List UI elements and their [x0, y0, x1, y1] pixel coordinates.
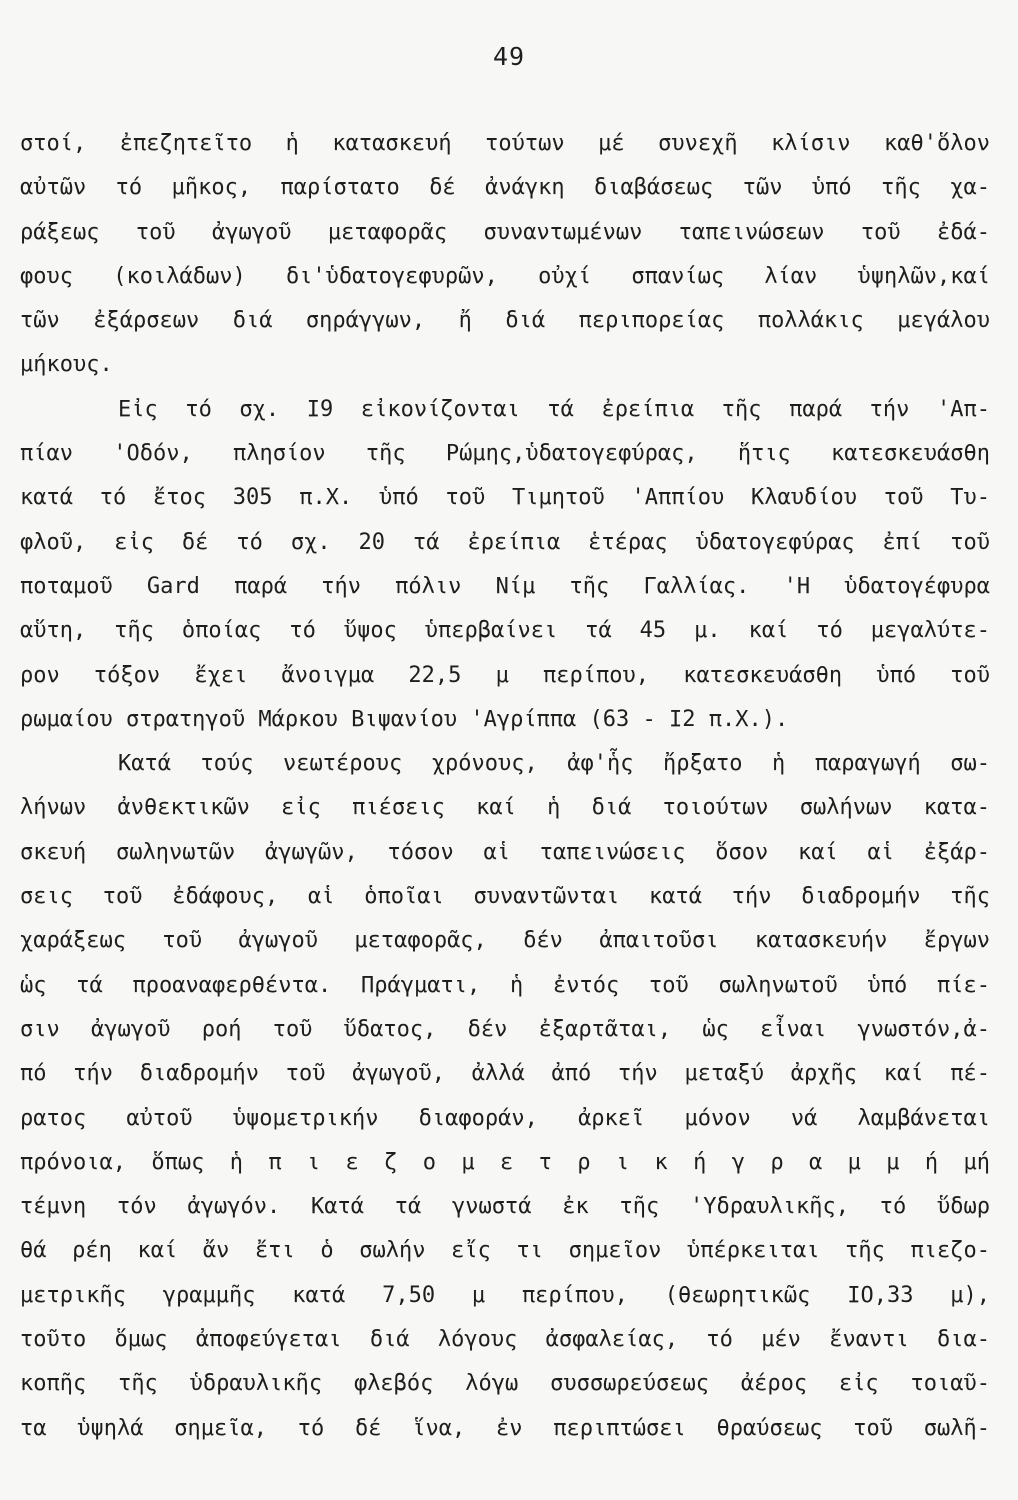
text-line: λήνων ἀνθεκτικῶν εἰς πιέσεις καί ἡ διά τοιούτων σωλήνων κατα- [20, 795, 990, 821]
text-line: τοῦτο ὅμως ἀποφεύγεται διά λόγους ἀσφαλείας, τό μέν ἔναντι δια- [20, 1327, 990, 1353]
text-line: φλοῦ, εἰς δέ τό σχ. 20 τά ἐρείπια ἑτέρας ὑδατογεφύρας ἐπί τοῦ [20, 529, 990, 555]
text-line: κατά τό ἔτος 305 π.Χ. ὑπό τοῦ Τιμητοῦ 'Αππίου Κλαυδίου τοῦ Τυ- [20, 485, 990, 511]
text-line: μετρικῆς γραμμῆς κατά 7,50 μ περίπου, (θεωρητικῶς ΙΟ,33 μ), [20, 1282, 990, 1308]
page-number: 49 [492, 42, 526, 71]
text-line: χαράξεως τοῦ ἀγωγοῦ μεταφορᾶς, δέν ἀπαιτοῦσι κατασκευήν ἔργων [20, 928, 990, 954]
text-line: ρον τόξον ἔχει ἄνοιγμα 22,5 μ περίπου, κατεσκευάσθη ὑπό τοῦ [20, 662, 990, 688]
text-line: τῶν ἐξάρσεων διά σηράγγων, ἤ διά περιπορείας πολλάκις μεγάλου [20, 308, 990, 334]
text-line: πό τήν διαδρομήν τοῦ ἀγωγοῦ, ἀλλά ἀπό τήν μεταξύ ἀρχῆς καί πέ- [20, 1061, 990, 1087]
text-line: πίαν 'Οδόν, πλησίον τῆς Ρώμης,ὑδατογεφύρας, ἥτις κατεσκευάσθη [20, 441, 990, 467]
body-text [20, 122, 990, 1451]
text-line: ποταμοῦ Gard παρά τήν πόλιν Νίμ τῆς Γαλλίας. 'Η ὑδατογέφυρα [20, 573, 990, 599]
text-line: σιν ἀγωγοῦ ροή τοῦ ὕδατος, δέν ἐξαρτᾶται, ὡς εἶναι γνωστόν,ἀ- [20, 1016, 990, 1042]
paragraph-start-line: Εἰς τό σχ. Ι9 εἰκονίζονται τά ἐρείπια τῆς παρά τήν 'Απ- [118, 396, 990, 422]
text-line: μήκους. [20, 352, 113, 378]
text-line: στοί, ἐπεζητεῖτο ἡ κατασκευή τούτων μέ συνεχῆ κλίσιν καθ'ὅλον [20, 131, 990, 156]
text-line: αὕτη, τῆς ὁποίας τό ὕψος ὑπερβαίνει τά 45 μ. καί τό μεγαλύτε- [20, 618, 990, 644]
text-line: ὡς τά προαναφερθέντα. Πράγματι, ἡ ἐντός τοῦ σωληνωτοῦ ὑπό πίε- [20, 972, 990, 998]
text-line: τέμνη τόν ἀγωγόν. Κατά τά γνωστά ἐκ τῆς 'Υδραυλικῆς, τό ὕδωρ [20, 1194, 990, 1220]
text-line: τα ὑψηλά σημεῖα, τό δέ ἵνα, ἐν περιπτώσει θραύσεως τοῦ σωλῆ- [20, 1415, 990, 1441]
text-line: πρόνοια, ὅπως ἡ π ι ε ζ ο μ ε τ ρ ι κ ή γ ρ α μ μ ή μή [20, 1149, 990, 1175]
text-line: σκευή σωληνωτῶν ἀγωγῶν, τόσον αἱ ταπεινώσεις ὅσον καί αἱ ἐξάρ- [20, 839, 990, 865]
paragraph-start-line: Κατά τούς νεωτέρους χρόνους, ἀφ'ἧς ἤρξατο ἡ παραγωγή σω- [118, 751, 990, 777]
text-line: ράξεως τοῦ ἀγωγοῦ μεταφορᾶς συναντωμένων ταπεινώσεων τοῦ ἐδά- [20, 219, 990, 245]
text-line: κοπῆς τῆς ὑδραυλικῆς φλεβός λόγω συσσωρεύσεως ἀέρος εἰς τοιαῦ- [20, 1371, 990, 1397]
text-line: θά ρέη καί ἄν ἔτι ὁ σωλήν εἴς τι σημεῖον ὑπέρκειται τῆς πιεζο- [20, 1238, 990, 1264]
text-line: φους (κοιλάδων) δι'ὑδατογεφυρῶν, οὐχί σπανίως λίαν ὑψηλῶν,καί [20, 263, 990, 289]
text-line: ρατος αὐτοῦ ὑψομετρικήν διαφοράν, ἀρκεῖ μόνον νά λαμβάνεται [20, 1105, 990, 1131]
text-line: ρωμαίου στρατηγοῦ Μάρκου Βιψανίου 'Αγρίππα (63 - Ι2 π.Χ.). [20, 706, 789, 732]
text-line: σεις τοῦ ἐδάφους, αἱ ὁποῖαι συναντῶνται κατά τήν διαδρομήν τῆς [20, 884, 990, 910]
text-line: αὐτῶν τό μῆκος, παρίστατο δέ ἀνάγκη διαβάσεως τῶν ὑπό τῆς χα- [20, 175, 990, 201]
